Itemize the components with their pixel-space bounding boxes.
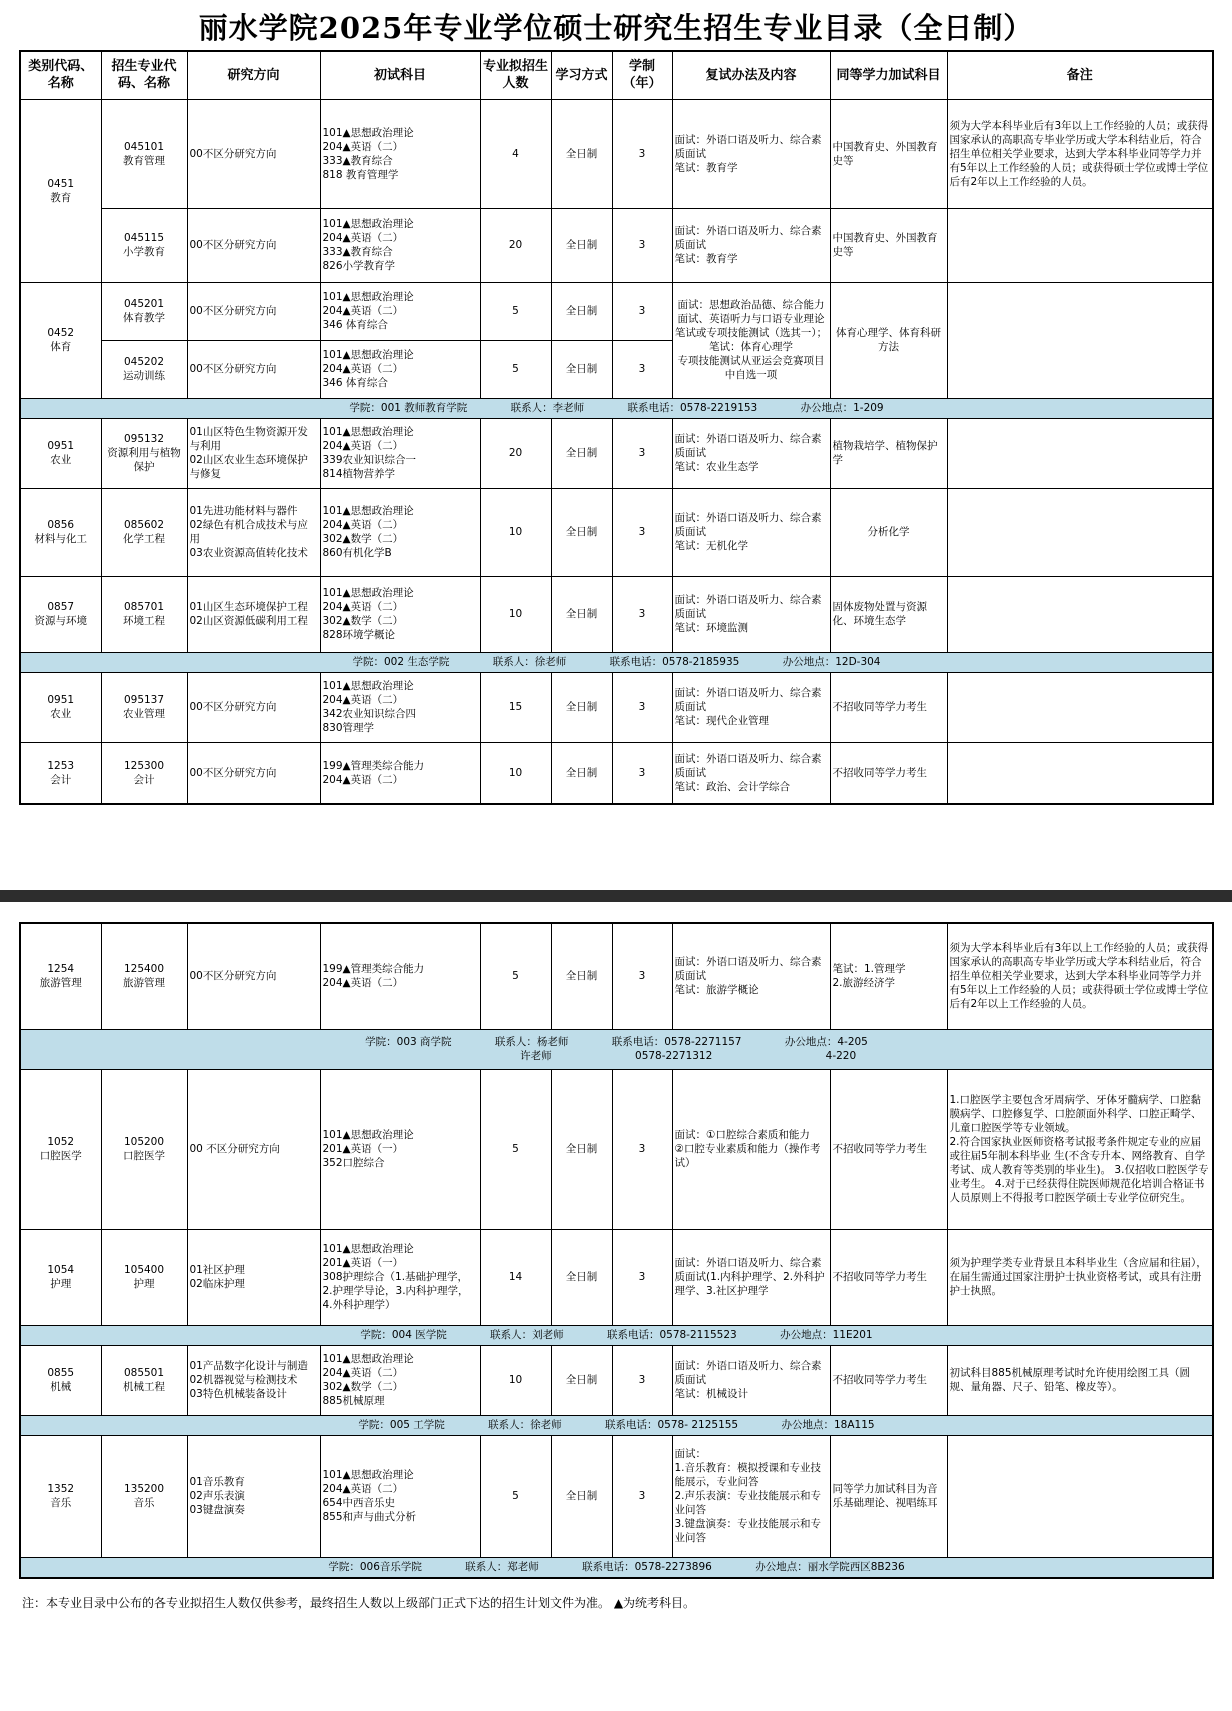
category-cell: 1052 口腔医学 [20,1069,101,1229]
office-location: 办公地点：丽水学院西区8B236 [755,1561,905,1573]
direction-cell: 01先进功能材料与器件 02绿色有机合成技术与应用 03农业资源高值转化技术 [187,488,320,576]
direction-cell: 00 不区分研究方向 [187,1069,320,1229]
direction-cell: 00不区分研究方向 [187,923,320,1029]
college-name: 学院：002 生态学院 [352,656,450,668]
major-cell: 105400 护理 [101,1229,187,1325]
office-location: 办公地点：1-209 [800,402,884,414]
mode-cell: 全日制 [551,1069,612,1229]
table-header-row [20,51,1213,99]
exam-cell: 101▲思想政治理论 201▲英语（一） 308护理综合（1.基础护理学，2.护理学导论，3.内科护理学，4.外科护理学） [320,1229,480,1325]
college-contact [20,398,1213,418]
remark-cell [947,742,1213,804]
table-row [20,923,1213,1029]
category-cell: 1254 旅游管理 [20,923,101,1029]
quota-cell: 14 [480,1229,551,1325]
header-retest: 复试办法及内容 [672,51,830,99]
major-cell: 095132 资源利用与植物保护 [101,418,187,488]
years-cell: 3 [612,1345,672,1415]
table-row [20,672,1213,742]
direction-cell: 01产品数字化设计与制造 02机器视觉与检测技术 03特色机械装备设计 [187,1345,320,1415]
major-cell: 085602 化学工程 [101,488,187,576]
direction-cell: 01社区护理 02临床护理 [187,1229,320,1325]
contact-phone-2: 0578-2271312 [635,1050,713,1062]
extra-cell: 植物栽培学、植物保护学 [830,418,947,488]
contact-phone: 联系电话：0578-2219153 [627,402,758,414]
years-cell: 3 [612,208,672,282]
direction-cell: 00不区分研究方向 [187,99,320,208]
college-name: 学院：006音乐学院 [328,1561,422,1573]
quota-cell: 4 [480,99,551,208]
contact-phone: 联系电话：0578-2273896 [582,1561,712,1573]
header-category: 类别代码、名称 [20,51,101,99]
contact-phone: 联系电话：0578-2115523 [606,1329,737,1341]
years-cell: 3 [612,418,672,488]
remark-cell [947,576,1213,652]
remark-cell [947,672,1213,742]
major-cell: 085701 环境工程 [101,576,187,652]
retest-cell: 面试：外语口语及听力、综合素质面试 笔试：环境监测 [672,576,830,652]
remark-cell [947,208,1213,282]
table-row [20,488,1213,576]
mode-cell: 全日制 [551,1435,612,1557]
category-cell: 0855 机械 [20,1345,101,1415]
header-direction: 研究方向 [187,51,320,99]
direction-cell: 00不区分研究方向 [187,208,320,282]
office-location: 办公地点：11E201 [780,1329,873,1341]
category-cell: 0856 材料与化工 [20,488,101,576]
quota-cell: 10 [480,1345,551,1415]
extra-cell: 不招收同等学力考生 [830,1229,947,1325]
mode-cell: 全日制 [551,1229,612,1325]
exam-cell: 101▲思想政治理论 201▲英语（一） 352口腔综合 [320,1069,480,1229]
extra-cell: 中国教育史、外国教育史等 [830,99,947,208]
major-cell: 085501 机械工程 [101,1345,187,1415]
table-row [20,576,1213,652]
contact-phone: 联系电话：0578-2185935 [609,656,740,668]
contact-person: 联系人：徐老师 [492,656,567,668]
exam-cell: 101▲思想政治理论 204▲英语（二） 302▲数学（二） 828环境学概论 [320,576,480,652]
college-contact-row [20,1415,1213,1435]
category-cell: 0857 资源与环境 [20,576,101,652]
major-cell: 125400 旅游管理 [101,923,187,1029]
page-title: 丽水学院2025年专业学位硕士研究生招生专业目录（全日制） [198,11,1034,45]
header-mode: 学习方式 [551,51,612,99]
retest-cell: 面试： 1.音乐教育：模拟授课和专业技能展示，专业问答 2.声乐表演：专业技能展示和专业问答 3.键盘演奏：专业技能展示和专业问答 [672,1435,830,1557]
category-cell: 0451 教育 [20,99,101,282]
quota-cell: 5 [480,1069,551,1229]
mode-cell: 全日制 [551,282,612,340]
remark-cell: 须为大学本科毕业后有3年以上工作经验的人员；或获得国家承认的高职高专毕业学历或大学本科结业后，符合招生单位相关学业要求，达到大学本科毕业同等学力并有5年以上工作经验的人员；或获得硕士学位或博士学位后有2年以上工作经验的人员。 [947,923,1213,1029]
extra-cell: 不招收同等学力考生 [830,1069,947,1229]
table-row [20,742,1213,804]
category-cell: 1352 音乐 [20,1435,101,1557]
major-cell: 045201 体育教学 [101,282,187,340]
major-cell: 125300 会计 [101,742,187,804]
college-name: 学院：005 工学院 [358,1419,445,1431]
college-contact [20,652,1213,672]
office-location: 办公地点：12D-304 [782,656,881,668]
table-row [20,1069,1213,1229]
college-contact [20,1029,1213,1069]
college-contact-row [20,1029,1213,1069]
contact-phone: 联系电话：0578- 2125155 [605,1419,739,1431]
years-cell: 3 [612,282,672,340]
major-cell: 045101 教育管理 [101,99,187,208]
office-location: 办公地点：18A115 [781,1419,875,1431]
contact-person: 联系人：徐老师 [488,1419,562,1431]
extra-cell: 固体废物处置与资源化、环境生态学 [830,576,947,652]
years-cell: 3 [612,488,672,576]
exam-cell: 101▲思想政治理论 204▲英语（二） 333▲教育综合 818 教育管理学 [320,99,480,208]
category-cell: 0452 体育 [20,282,101,398]
exam-cell: 101▲思想政治理论 204▲英语（二） 339农业知识综合一 814植物营养学 [320,418,480,488]
years-cell: 3 [612,672,672,742]
mode-cell: 全日制 [551,923,612,1029]
college-contact [20,1557,1213,1578]
quota-cell: 20 [480,418,551,488]
quota-cell: 20 [480,208,551,282]
contact-person: 联系人：李老师 [510,402,585,414]
direction-cell: 01山区生态环境保护工程 02山区资源低碳利用工程 [187,576,320,652]
header-major: 招生专业代码、名称 [101,51,187,99]
category-cell: 0951 农业 [20,672,101,742]
header-remark: 备注 [947,51,1213,99]
header-quota: 专业拟招生人数 [480,51,551,99]
college-contact-row [20,1325,1213,1345]
retest-cell: 面试：外语口语及听力、综合素质面试 笔试：现代企业管理 [672,672,830,742]
college-contact-row [20,652,1213,672]
direction-cell: 01音乐教育 02声乐表演 03键盘演奏 [187,1435,320,1557]
catalog-table-page1 [19,50,1214,805]
category-cell: 1054 护理 [20,1229,101,1325]
remark-cell [947,1435,1213,1557]
remark-cell [947,488,1213,576]
college-contact-row [20,398,1213,418]
table-row [20,1345,1213,1415]
contact-person: 联系人：杨老师 [494,1036,569,1048]
major-cell: 135200 音乐 [101,1435,187,1557]
mode-cell: 全日制 [551,488,612,576]
remark-cell [947,418,1213,488]
college-contact-row [20,1557,1213,1578]
header-years: 学制（年） [612,51,672,99]
exam-cell: 199▲管理类综合能力 204▲英语（二） [320,923,480,1029]
college-name: 学院：004 医学院 [360,1329,447,1341]
category-cell: 0951 农业 [20,418,101,488]
mode-cell: 全日制 [551,742,612,804]
table-row [20,99,1213,208]
mode-cell: 全日制 [551,576,612,652]
major-cell: 095137 农业管理 [101,672,187,742]
exam-cell: 101▲思想政治理论 204▲英语（二） 346 体育综合 [320,282,480,340]
table-row [20,1435,1213,1557]
quota-cell: 5 [480,923,551,1029]
direction-cell: 01山区特色生物资源开发与利用 02山区农业生态环境保护与修复 [187,418,320,488]
exam-cell: 101▲思想政治理论 204▲英语（二） 302▲数学（二） 885机械原理 [320,1345,480,1415]
exam-cell: 101▲思想政治理论 204▲英语（二） 346 体育综合 [320,340,480,398]
table-row [20,282,1213,340]
remark-cell: 1.口腔医学主要包含牙周病学、牙体牙髓病学、口腔黏膜病学、口腔修复学、口腔颌面外科学、口腔正畸学、儿童口腔医学等专业领域。 2.符合国家执业医师资格考试报考条件规定专业的应届或往届5年制本科毕业 生(不含专升本、网络教育、自学考试、成人教育等类别的毕业生)。 3.仅招收口腔医学专业考生。 4.对于已经获得住院医师规范化培训合格证书人员原则上不得报考口腔医学硕士专业学位研究生。 [947,1069,1213,1229]
contact-phone: 联系电话：0578-2271157 [611,1036,742,1048]
quota-cell: 10 [480,576,551,652]
years-cell: 3 [612,1435,672,1557]
extra-cell: 同等学力加试科目为音乐基础理论、视唱练耳 [830,1435,947,1557]
major-cell: 105200 口腔医学 [101,1069,187,1229]
years-cell: 3 [612,576,672,652]
retest-cell: 面试：外语口语及听力、综合素质面试 笔试：政治、会计学综合 [672,742,830,804]
header-exam: 初试科目 [320,51,480,99]
office-location-2: 4-220 [825,1050,857,1062]
direction-cell: 00不区分研究方向 [187,282,320,340]
college-name: 学院：003 商学院 [365,1036,452,1048]
contact-person: 联系人：郑老师 [465,1561,539,1573]
extra-cell: 体育心理学、体育科研方法 [830,282,947,398]
quota-cell: 10 [480,742,551,804]
retest-cell: 面试：思想政治品德、综合能力面试、英语听力与口语专业理论笔试或专项技能测试（选其一）； 笔试：体育心理学 专项技能测试从亚运会竞赛项目中自选一项 [672,282,830,398]
college-contact [20,1415,1213,1435]
extra-cell: 分析化学 [830,488,947,576]
exam-cell: 101▲思想政治理论 204▲英语（二） 302▲数学（二） 860有机化学B [320,488,480,576]
years-cell: 3 [612,99,672,208]
retest-cell: 面试：外语口语及听力、综合素质面试 笔试：农业生态学 [672,418,830,488]
retest-cell: 面试：①口腔综合素质和能力 ②口腔专业素质和能力（操作考试） [672,1069,830,1229]
mode-cell: 全日制 [551,418,612,488]
mode-cell: 全日制 [551,99,612,208]
header-extra: 同等学力加试科目 [830,51,947,99]
office-location: 办公地点：4-205 [784,1036,868,1048]
extra-cell: 不招收同等学力考生 [830,742,947,804]
extra-cell: 中国教育史、外国教育史等 [830,208,947,282]
years-cell: 3 [612,742,672,804]
quota-cell: 5 [480,1435,551,1557]
quota-cell: 5 [480,340,551,398]
extra-cell: 不招收同等学力考生 [830,672,947,742]
years-cell: 3 [612,923,672,1029]
exam-cell: 101▲思想政治理论 204▲英语（二） 654中西音乐史 855和声与曲式分析 [320,1435,480,1557]
contact-person-2: 许老师 [520,1050,552,1062]
direction-cell: 00不区分研究方向 [187,340,320,398]
contact-person: 联系人：刘老师 [490,1329,564,1341]
remark-cell: 初试科目885机械原理考试时允许使用绘图工具（圆规、量角器、尺子、铅笔、橡皮等）。 [947,1345,1213,1415]
remark-cell [947,282,1213,398]
retest-cell: 面试：外语口语及听力、综合素质面试 笔试：旅游学概论 [672,923,830,1029]
extra-cell: 笔试：1.管理学 2.旅游经济学 [830,923,947,1029]
table-row [20,1229,1213,1325]
retest-cell: 面试：外语口语及听力、综合素质面试 笔试：无机化学 [672,488,830,576]
table-row [20,208,1213,282]
remark-cell: 须为大学本科毕业后有3年以上工作经验的人员；或获得国家承认的高职高专毕业学历或大学本科结业后，符合招生单位相关学业要求，达到大学本科毕业同等学力并有5年以上工作经验的人员；或获得硕士学位或博士学位后有2年以上工作经验的人员。 [947,99,1213,208]
years-cell: 3 [612,1069,672,1229]
table-row [20,418,1213,488]
catalog-table-page2 [19,922,1214,1579]
remark-cell: 须为护理学类专业背景且本科毕业生（含应届和往届），在届生需通过国家注册护士执业资格考试，或具有注册护士执照。 [947,1229,1213,1325]
category-cell: 1253 会计 [20,742,101,804]
retest-cell: 面试：外语口语及听力、综合素质面试(1.内科护理学、2.外科护理学、3.社区护理学 [672,1229,830,1325]
quota-cell: 15 [480,672,551,742]
direction-cell: 00不区分研究方向 [187,742,320,804]
mode-cell: 全日制 [551,340,612,398]
extra-cell: 不招收同等学力考生 [830,1345,947,1415]
quota-cell: 10 [480,488,551,576]
footnote: 注：本专业目录中公布的各专业拟招生人数仅供参考，最终招生人数以上级部门正式下达的招生计划文件为准。 ▲为统考科目。 [22,1596,696,1610]
mode-cell: 全日制 [551,672,612,742]
college-contact [20,1325,1213,1345]
retest-cell: 面试：外语口语及听力、综合素质面试 笔试：教育学 [672,208,830,282]
retest-cell: 面试：外语口语及听力、综合素质面试 笔试：教育学 [672,99,830,208]
retest-cell: 面试：外语口语及听力、综合素质面试 笔试：机械设计 [672,1345,830,1415]
major-cell: 045202 运动训练 [101,340,187,398]
page-separator [0,890,1232,902]
years-cell: 3 [612,1229,672,1325]
mode-cell: 全日制 [551,208,612,282]
exam-cell: 101▲思想政治理论 204▲英语（二） 342农业知识综合四 830管理学 [320,672,480,742]
direction-cell: 00不区分研究方向 [187,672,320,742]
quota-cell: 5 [480,282,551,340]
exam-cell: 101▲思想政治理论 204▲英语（二） 333▲教育综合 826小学教育学 [320,208,480,282]
years-cell: 3 [612,340,672,398]
exam-cell: 199▲管理类综合能力 204▲英语（二） [320,742,480,804]
major-cell: 045115 小学教育 [101,208,187,282]
mode-cell: 全日制 [551,1345,612,1415]
college-name: 学院：001 教师教育学院 [349,402,468,414]
